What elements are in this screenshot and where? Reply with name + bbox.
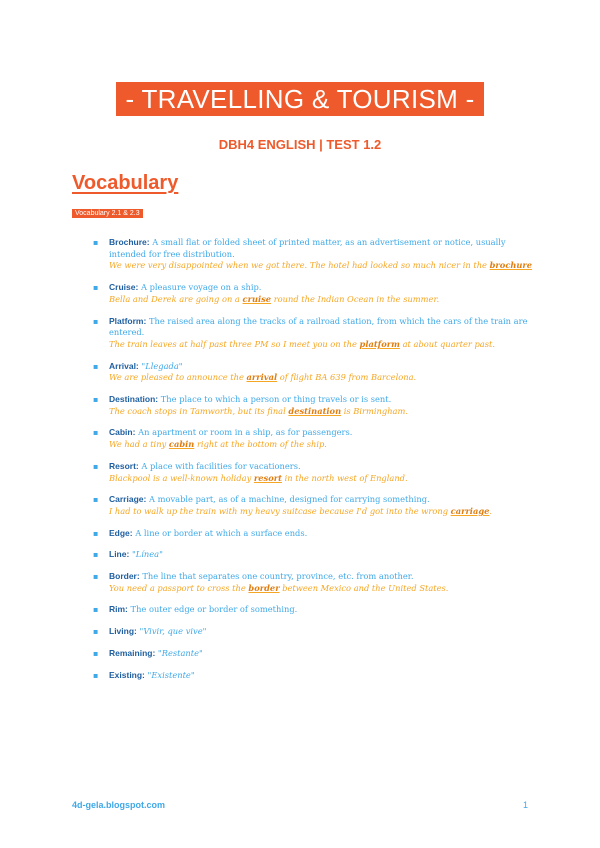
vocab-definition: A place with facilities for vacationers. (141, 460, 301, 471)
example-text-before: We were very disappointed when we got there. The hotel had looked so much nicer in the (109, 260, 490, 271)
vocab-definition: The outer edge or border of something. (130, 604, 298, 615)
vocab-definition: A pleasure voyage on a ship. (140, 282, 262, 293)
example-text-before: The train leaves at half past three PM so I meet you on the (109, 338, 360, 349)
example-keyword: cabin (168, 439, 195, 450)
vocab-item (93, 316, 533, 351)
vocabulary-list (93, 237, 533, 691)
example-keyword: arrival (246, 372, 278, 383)
vocab-item (93, 361, 533, 384)
vocab-definition: A small flat or folded sheet of printed matter, as an advertisement or notice, usually intended for free distribution. (109, 237, 506, 259)
title-banner (0, 82, 600, 116)
vocab-term: Cruise: (109, 282, 139, 293)
bullet-icon: ▪ (93, 495, 99, 505)
vocab-example (109, 260, 533, 272)
bullet-icon: ▪ (93, 670, 99, 680)
vocab-term: Remaining: (109, 647, 156, 658)
bullet-icon: ▪ (93, 428, 99, 438)
vocab-definition: "Vivir, que vive" (139, 626, 207, 637)
vocab-definition: A movable part, as of a machine, designed for carrying something. (148, 494, 430, 505)
bullet-icon: ▪ (93, 395, 99, 405)
vocab-item (93, 571, 533, 594)
vocab-definition: The line that separates one country, province, etc. from another. (142, 571, 414, 582)
example-text-before: I had to walk up the train with my heavy suitcase because I'd got into the wrong (109, 505, 451, 516)
page-title: - TRAVELLING & TOURISM - (116, 82, 483, 116)
vocab-example (109, 439, 533, 451)
example-text-before: The coach stops in Tamworth, but its final (109, 405, 289, 416)
example-text-after: right at the bottom of the ship. (194, 439, 327, 450)
vocab-item (93, 528, 533, 540)
section-heading: Vocabulary (72, 172, 179, 194)
example-text-after: of flight BA 639 from Barcelona. (277, 372, 417, 383)
vocab-example (109, 406, 533, 418)
vocab-definition: The raised area along the tracks of a railroad station, from which the cars of the train are entered. (109, 315, 528, 338)
bullet-icon: ▪ (93, 572, 99, 582)
vocab-term: Destination: (109, 394, 159, 405)
bullet-icon: ▪ (93, 528, 99, 538)
example-text-before: Bella and Derek are going on a (109, 293, 243, 304)
vocab-item (93, 549, 533, 561)
bullet-icon: ▪ (93, 283, 99, 293)
bullet-icon: ▪ (93, 648, 99, 658)
example-text-before: We are pleased to announce the (109, 372, 247, 383)
example-keyword: brochure (489, 260, 533, 271)
example-keyword: platform (359, 338, 400, 349)
vocab-item (93, 670, 533, 682)
page-number: 1 (522, 800, 528, 810)
vocab-item (93, 626, 533, 638)
vocab-term: Living: (109, 626, 137, 637)
bullet-icon: ▪ (93, 550, 99, 560)
example-text-after: between Mexico and the United States. (279, 582, 449, 593)
vocab-example (109, 372, 533, 384)
page-subtitle: DBH4 ENGLISH | TEST 1.2 (218, 137, 382, 152)
vocab-definition: The place to which a person or thing travels or is sent. (160, 394, 392, 405)
bullet-icon: ▪ (93, 316, 99, 326)
example-text-before: Blackpool is a well-known holiday (109, 472, 254, 483)
vocab-term: Line: (109, 549, 130, 560)
example-keyword: destination (288, 405, 342, 416)
example-keyword: border (248, 582, 280, 593)
example-text-before: We had a tiny (109, 439, 169, 450)
vocab-example (109, 473, 533, 485)
vocab-example (109, 583, 533, 595)
example-keyword: cruise (242, 293, 272, 304)
bullet-icon: ▪ (93, 605, 99, 615)
example-text-after: . (489, 505, 493, 516)
vocab-term: Platform: (109, 315, 147, 326)
example-keyword: carriage (450, 505, 490, 516)
vocab-definition: "Línea" (131, 549, 163, 560)
vocab-item (93, 394, 533, 417)
vocab-item (93, 648, 533, 660)
vocab-term: Existing: (109, 669, 145, 680)
example-text-before: You need a passport to cross the (109, 582, 249, 593)
vocab-term: Edge: (109, 527, 133, 538)
vocab-example (109, 506, 533, 518)
vocab-term: Carriage: (109, 494, 147, 505)
example-text-after: at about quarter past. (399, 338, 495, 349)
vocab-item (93, 282, 533, 305)
vocab-item (93, 427, 533, 450)
example-keyword: resort (253, 472, 282, 483)
vocab-term: Cabin: (109, 427, 136, 438)
vocab-definition: A line or border at which a surface ends. (135, 527, 308, 538)
vocab-term: Border: (109, 571, 140, 582)
vocab-definition: "Existente" (147, 669, 195, 680)
vocab-example (109, 339, 533, 351)
bullet-icon: ▪ (93, 461, 99, 471)
vocab-item (93, 461, 533, 484)
vocab-item (93, 494, 533, 517)
bullet-icon: ▪ (93, 627, 99, 637)
vocab-term: Brochure: (109, 237, 150, 247)
footer-site: 4d-gela.blogspot.com (72, 800, 166, 810)
example-text-after: is Birmingham. (341, 405, 408, 416)
vocab-term: Rim: (109, 604, 128, 615)
bullet-icon: ▪ (93, 361, 99, 371)
vocab-term: Resort: (109, 460, 139, 471)
vocab-item (93, 237, 533, 272)
vocab-example (109, 294, 533, 306)
bullet-icon: ▪ (93, 238, 99, 247)
vocab-definition: An apartment or room in a ship, as for passengers. (138, 427, 353, 438)
example-text-after: in the north west of England. (281, 472, 408, 483)
section-tag: Vocabulary 2.1 & 2.3 (72, 209, 143, 218)
vocab-item (93, 604, 533, 616)
vocab-term: Arrival: (109, 360, 139, 371)
vocab-definition: "Llegada" (141, 360, 183, 371)
vocab-definition: "Restante" (157, 647, 203, 658)
example-text-after: round the Indian Ocean in the summer. (271, 293, 440, 304)
